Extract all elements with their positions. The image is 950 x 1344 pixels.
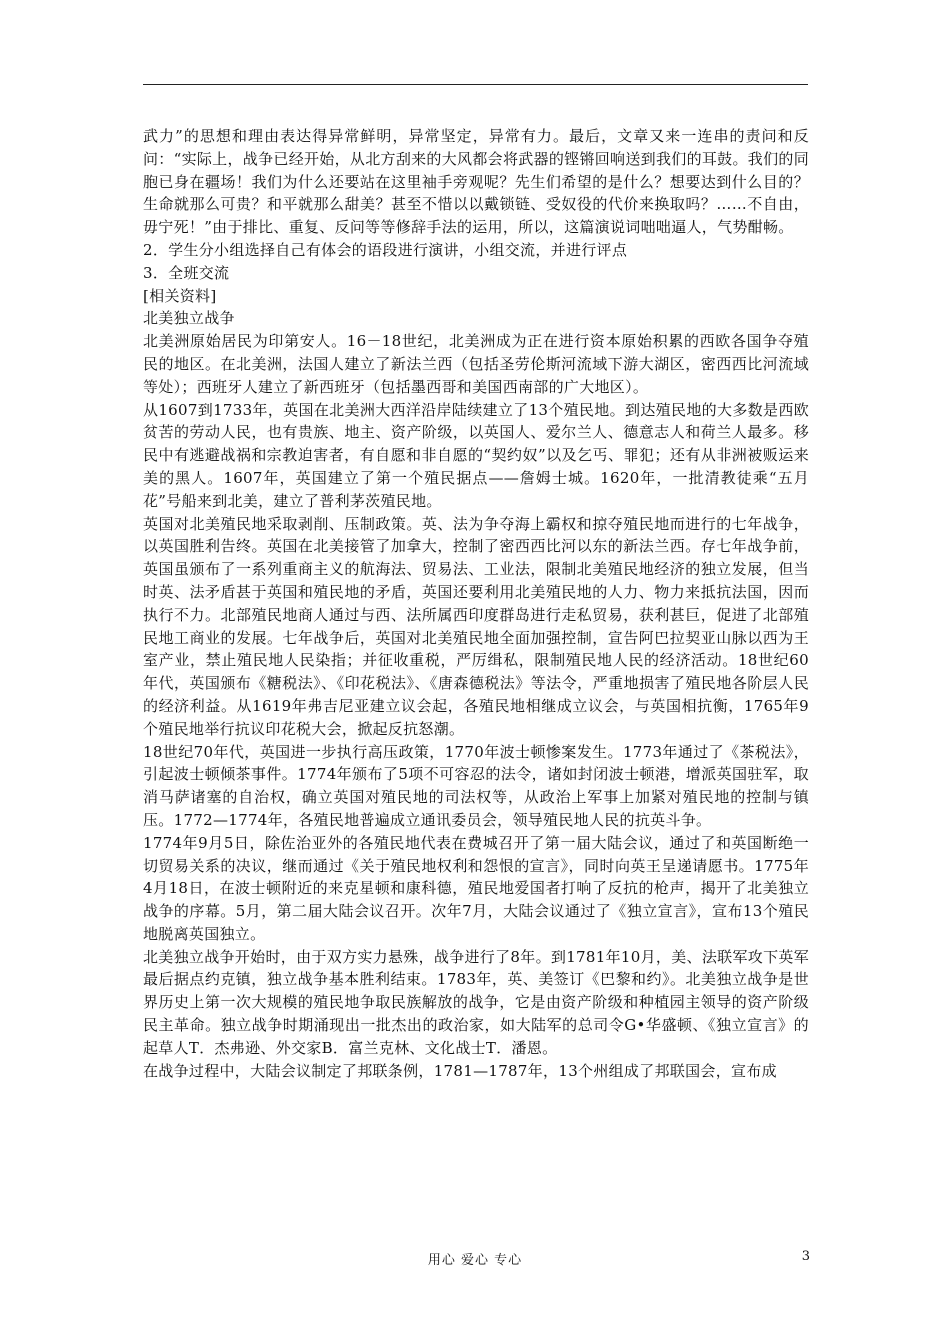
paragraph-confederation: 在战争过程中，大陆会议制定了邦联条例，1781—1787年，13个州组成了邦联国会，宣布成	[143, 1061, 777, 1080]
paragraph-continental-congress: 1774年9月5日，除佐治亚外的各殖民地代表在费城召开了第一届大陆会议，通过了和英国断绝一切贸易关系的决议，继而通过《关于殖民地权利和怨恨的宣言》，同时向英王呈递请愿书。1775年4月18日，在波士顿附近的来克星顿和康科德，殖民地爱国者打响了反抗的枪声，揭开了北美独立战争的序幕。5月，第二届大陆会议召开。次年7月，大陆会议通过了《独立宣言》，宣布13个殖民地脱离英国独立。	[143, 833, 809, 943]
paragraph-thirteen-colonies: 从1607到1733年，英国在北美洲大西洋沿岸陆续建立了13个殖民地。到达殖民地的大多数是西欧贫苦的劳动人民，也有贵族、地主、资产阶级，以英国人、爱尔兰人、德意志人和荷兰人最多。移民中有逃避战祸和宗教迫害者，有自愿和非自愿的“契约奴”以及乞丐、罪犯；还有从非洲被贩运来美的黑人。1607年，英国建立了第一个殖民据点——詹姆士城。1620年，一批清教徒乘“五月花”号船来到北美，建立了普利茅茨殖民地。	[143, 400, 809, 510]
document-body	[143, 125, 809, 1082]
paragraph-step-3: 3．全班交流	[143, 263, 230, 282]
header-rule	[143, 84, 808, 85]
section-label-related-material: [相关资料]	[143, 286, 217, 305]
paragraph-1770s: 18世纪70年代，英国进一步执行高压政策，1770年波士顿惨案发生。1773年通过了《茶税法》，引起波士顿倾茶事件。1774年颁布了5项不可容忍的法令，诸如封闭波士顿港，增派英国驻军，取消马萨诸塞的自治权，确立英国对殖民地的司法权等，从政治上军事上加紧对殖民地的控制与镇压。1772—1774年，各殖民地普遍成立通讯委员会，领导殖民地人民的抗英斗争。	[143, 742, 809, 829]
paragraph-native-inhabitants: 北美洲原始居民为印第安人。16－18世纪，北美洲成为正在进行资本原始积累的西欧各国争夺殖民的地区。在北美洲，法国人建立了新法兰西（包括圣劳伦斯河流域下游大湖区，密西西比河流域等处）；西班牙人建立了新西班牙（包括墨西哥和美国西南部的广大地区）。	[143, 332, 809, 396]
paragraph-british-policy: 英国对北美殖民地采取剥削、压制政策。英、法为争夺海上霸权和掠夺殖民地而进行的七年战争，以英国胜利告终。英国在北美接管了加拿大，控制了密西西比河以东的新法兰西。存七年战争前，英国虽颁布了一系列重商主义的航海法、贸易法、工业法，限制北美殖民地经济的独立发展，但当时英、法矛盾甚于英国和殖民地的矛盾，英国还要利用北美殖民地的人力、物力来抵抗法国，因而执行不力。北部殖民地商人通过与西、法所属西印度群岛进行走私贸易，获利甚巨，促进了北部殖民地工商业的发展。七年战争后，英国对北美殖民地全面加强控制，宣告阿巴拉契亚山脉以西为王室产业，禁止殖民地人民染指；并征收重税，严厉缉私，限制殖民地人民的经济活动。18世纪60年代，英国颁布《糖税法》、《印花税法》、《唐森德税法》等法令，严重地损害了殖民地各阶层人民的经济利益。从1619年弗吉尼亚建立议会起，各殖民地相继成立议会，与英国相抗衡，1765年9个殖民地举行抗议印花税大会，掀起反抗怒潮。	[143, 514, 809, 738]
section-heading: 北美独立战争	[143, 309, 235, 328]
footer-motto: 用心 爱心 专心	[427, 1253, 523, 1268]
page-number: 3	[801, 1249, 810, 1264]
paragraph-speech-analysis: 武力”的思想和理由表达得异常鲜明，异常坚定，异常有力。最后，文章又来一连串的责问和反问：“实际上，战争已经开始，从北方刮来的大风都会将武器的铿锵回响送到我们的耳鼓。我们的同胞已身在疆场！我们为什么还要站在这里袖手旁观呢？先生们希望的是什么？想要达到什么目的？生命就那么可贵？和平就那么甜美？甚至不惜以以戴锁链、受奴役的代价来换取吗？……不自由，毋宁死！”由于排比、重复、反问等等修辞手法的运用，所以，这篇演说词咄咄逼人，气势酣畅。	[143, 127, 809, 237]
paragraph-war-outcome: 北美独立战争开始时，由于双方实力悬殊，战争进行了8年。到1781年10月，美、法联军攻下英军最后据点约克镇，独立战争基本胜利结束。1783年，英、美签订《巴黎和约》。北美独立战争是世界历史上第一次大规模的殖民地争取民族解放的战争，它是由资产阶级和种植园主领导的资产阶级民主革命。独立战争时期涌现出一批杰出的政治家，如大陆军的总司令G•华盛顿、《独立宣言》的起草人T．杰弗逊、外交家B．富兰克林、文化战士T．潘恩。	[143, 947, 809, 1057]
paragraph-step-2: 2．学生分小组选择自己有体会的语段进行演讲，小组交流，并进行评点	[143, 240, 628, 259]
